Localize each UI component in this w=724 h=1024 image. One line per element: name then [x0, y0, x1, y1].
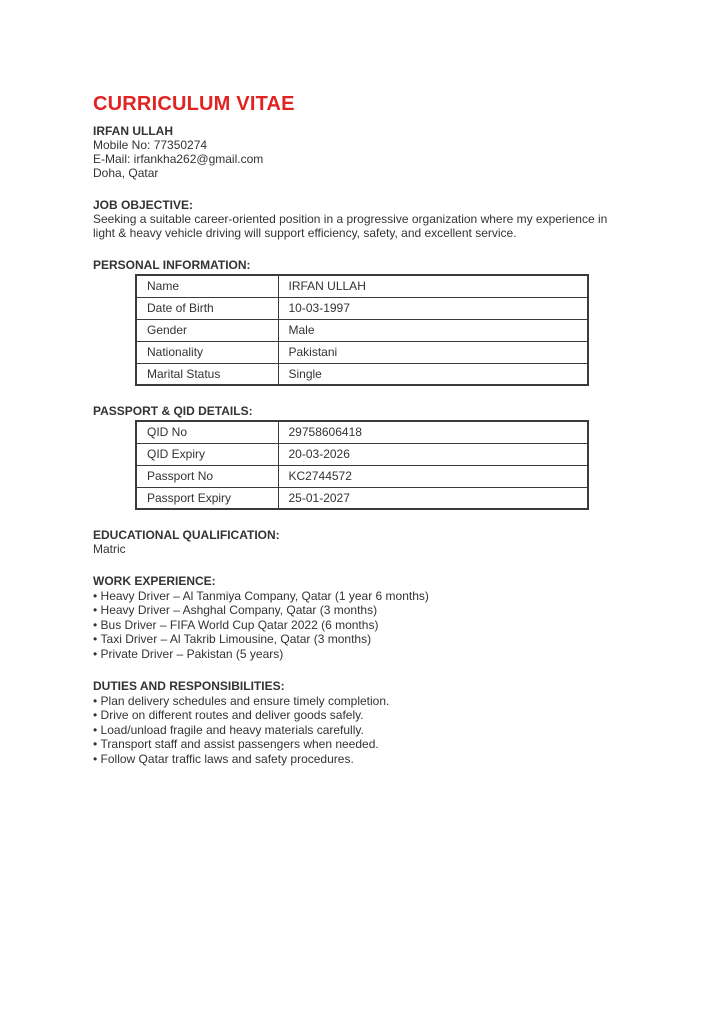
section-personal-information — [93, 258, 630, 386]
duties-heading: DUTIES AND RESPONSIBILITIES: — [93, 679, 285, 694]
row-label: Passport No — [136, 465, 278, 487]
contact-email: E-Mail: irfankha262@gmail.com — [93, 152, 264, 166]
row-label: Gender — [136, 319, 278, 341]
table-row — [136, 319, 588, 341]
work-experience-item: • Private Driver – Pakistan (5 years) — [93, 647, 630, 661]
personal-information-heading: PERSONAL INFORMATION: — [93, 258, 251, 272]
duty-item: • Load/unload fragile and heavy materials carefully. — [93, 723, 630, 737]
duty-item: • Plan delivery schedules and ensure timely completion. — [93, 694, 630, 708]
duty-item: • Follow Qatar traffic laws and safety procedures. — [93, 752, 630, 766]
job-objective-heading: JOB OBJECTIVE: — [93, 198, 194, 212]
work-experience-item: • Bus Driver – FIFA World Cup Qatar 2022 (6 months) — [93, 618, 630, 632]
duty-item: • Transport staff and assist passengers when needed. — [93, 737, 630, 751]
work-experience-heading: WORK EXPERIENCE: — [93, 574, 216, 588]
row-label: Nationality — [136, 341, 278, 363]
work-experience-list — [93, 589, 630, 661]
work-experience-item: • Taxi Driver – Al Takrib Limousine, Qatar (3 months) — [93, 632, 630, 646]
contact-block — [93, 124, 630, 180]
section-passport-qid — [93, 404, 630, 510]
personal-information-table — [135, 274, 589, 386]
work-experience-item: • Heavy Driver – Ashghal Company, Qatar (3 months) — [93, 603, 630, 617]
table-row — [136, 363, 588, 385]
row-label: Passport Expiry — [136, 487, 278, 509]
contact-location: Doha, Qatar — [93, 166, 159, 180]
passport-qid-table — [135, 420, 589, 510]
table-row — [136, 297, 588, 319]
education-text: Matric — [93, 542, 126, 556]
row-label: QID No — [136, 421, 278, 443]
table-row — [136, 487, 588, 509]
job-objective-text: Seeking a suitable career-oriented position in a progressive organization where my experience in light & heavy vehicle driving will support efficiency, safety, and excellent service. — [93, 212, 608, 240]
row-label: Name — [136, 275, 278, 297]
table-row — [136, 465, 588, 487]
contact-name: IRFAN ULLAH — [93, 124, 173, 138]
work-experience-item: • Heavy Driver – Al Tanmiya Company, Qatar (1 year 6 months) — [93, 589, 630, 603]
page-title: CURRICULUM VITAE — [93, 93, 295, 115]
row-value: 20-03-2026 — [278, 443, 588, 465]
row-value: Single — [278, 363, 588, 385]
table-row — [136, 421, 588, 443]
passport-qid-heading: PASSPORT & QID DETAILS: — [93, 404, 253, 418]
duties-list — [93, 694, 630, 766]
row-value: 10-03-1997 — [278, 297, 588, 319]
row-label: Date of Birth — [136, 297, 278, 319]
row-value: IRFAN ULLAH — [278, 275, 588, 297]
row-value: Male — [278, 319, 588, 341]
table-row — [136, 275, 588, 297]
row-value: 29758606418 — [278, 421, 588, 443]
table-row — [136, 341, 588, 363]
section-work-experience — [93, 574, 630, 661]
row-value: KC2744572 — [278, 465, 588, 487]
education-heading: EDUCATIONAL QUALIFICATION: — [93, 528, 280, 542]
row-value: 25-01-2027 — [278, 487, 588, 509]
section-job-objective — [93, 198, 630, 240]
row-value: Pakistani — [278, 341, 588, 363]
section-education — [93, 528, 630, 556]
section-duties — [93, 679, 630, 766]
contact-mobile: Mobile No: 77350274 — [93, 138, 208, 152]
row-label: Marital Status — [136, 363, 278, 385]
duty-item: • Drive on different routes and deliver goods safely. — [93, 708, 630, 722]
table-row — [136, 443, 588, 465]
row-label: QID Expiry — [136, 443, 278, 465]
